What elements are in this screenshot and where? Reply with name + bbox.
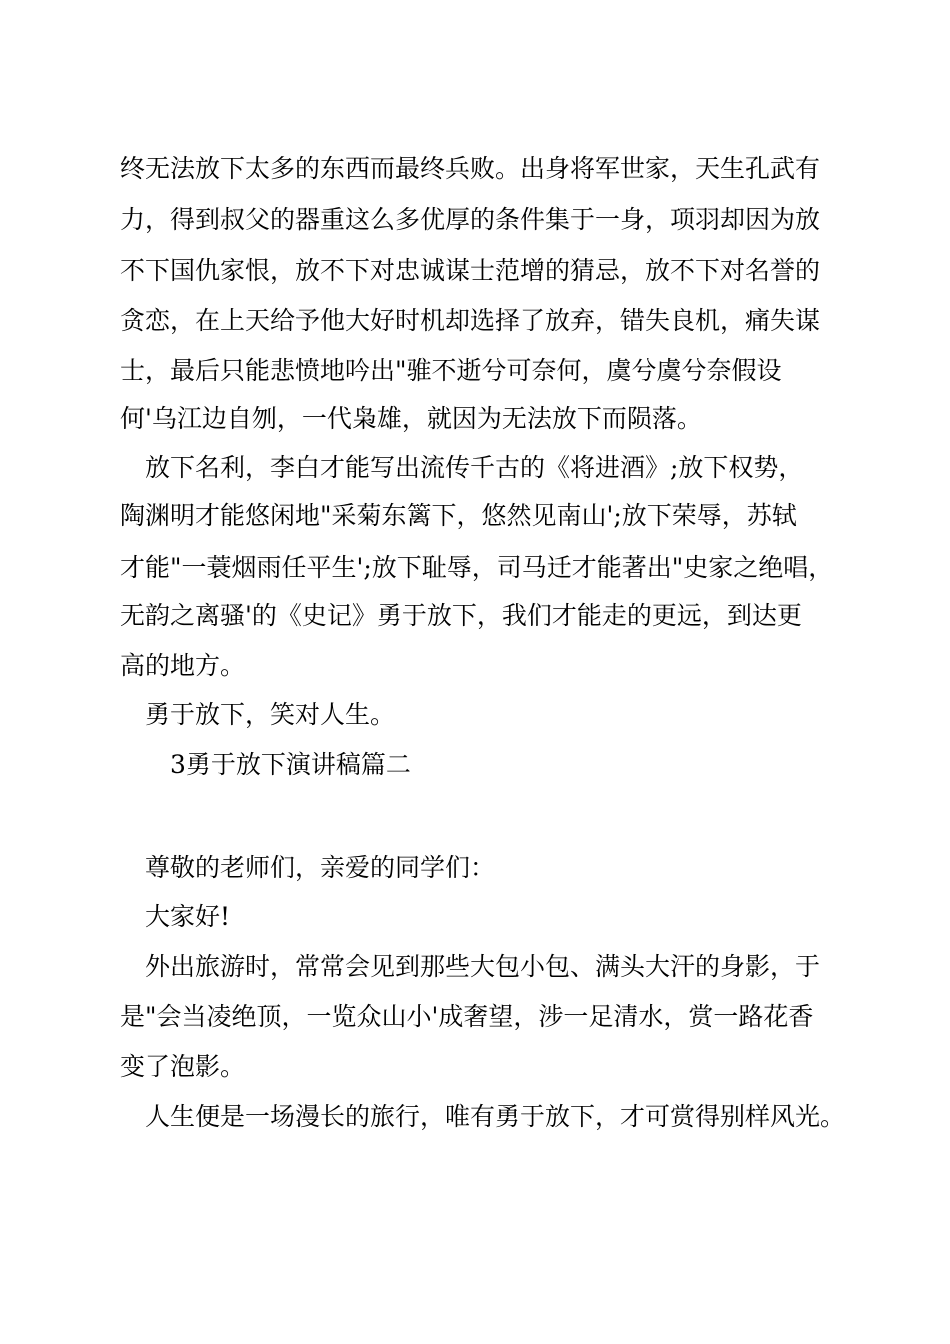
paragraph-line: 勇于放下，笑对人生。	[145, 700, 396, 729]
greeting-line: 大家好!	[145, 902, 231, 931]
paragraph-line: 人生便是一场漫长的旅行，唯有勇于放下，才可赏得别样风光。	[145, 1102, 846, 1131]
paragraph-line: 不下国仇家恨，放不下对忠诚谋士范增的猜忌，放不下对名誉的	[120, 256, 821, 285]
paragraph-line: 终无法放下太多的东西而最终兵败。出身将军世家，天生孔武有	[120, 154, 821, 183]
paragraph-line: 贪恋，在上天给予他大好时机却选择了放弃，错失良机，痛失谋	[120, 306, 821, 335]
paragraph-line: 力，得到叔父的器重这么多优厚的条件集于一身，项羽却因为放	[120, 205, 821, 234]
paragraph-line: 是"会当凌绝顶，一览众山小'成奢望，涉一足清水，赏一路花香	[120, 1002, 814, 1031]
paragraph-line: 变了泡影。	[120, 1052, 246, 1081]
paragraph-line: 陶渊明才能悠闲地"采菊东篱下，悠然见南山';放下荣辱，苏轼	[120, 501, 797, 530]
paragraph-line: 才能"一蓑烟雨任平生';放下耻辱，司马迁才能著出"史家之绝唱，	[120, 553, 834, 582]
paragraph-line: 外出旅游时，常常会见到那些大包小包、满头大汗的身影，于	[145, 952, 821, 981]
salutation-line: 尊敬的老师们，亲爱的同学们：	[145, 853, 496, 882]
paragraph-line: 放下名利，李白才能写出流传千古的《将进酒》;放下权势，	[145, 453, 804, 482]
section-heading: 3勇于放下演讲稿篇二	[170, 750, 411, 779]
paragraph-line: 何'乌江边自刎，一代枭雄，就因为无法放下而陨落。	[120, 404, 702, 433]
paragraph-line: 高的地方。	[120, 651, 246, 680]
paragraph-line: 无韵之离骚'的《史记》勇于放下，我们才能走的更远，到达更	[120, 601, 802, 630]
paragraph-line: 士，最后只能悲愤地吟出"骓不逝兮可奈何，虞兮虞兮奈假设	[120, 356, 782, 385]
